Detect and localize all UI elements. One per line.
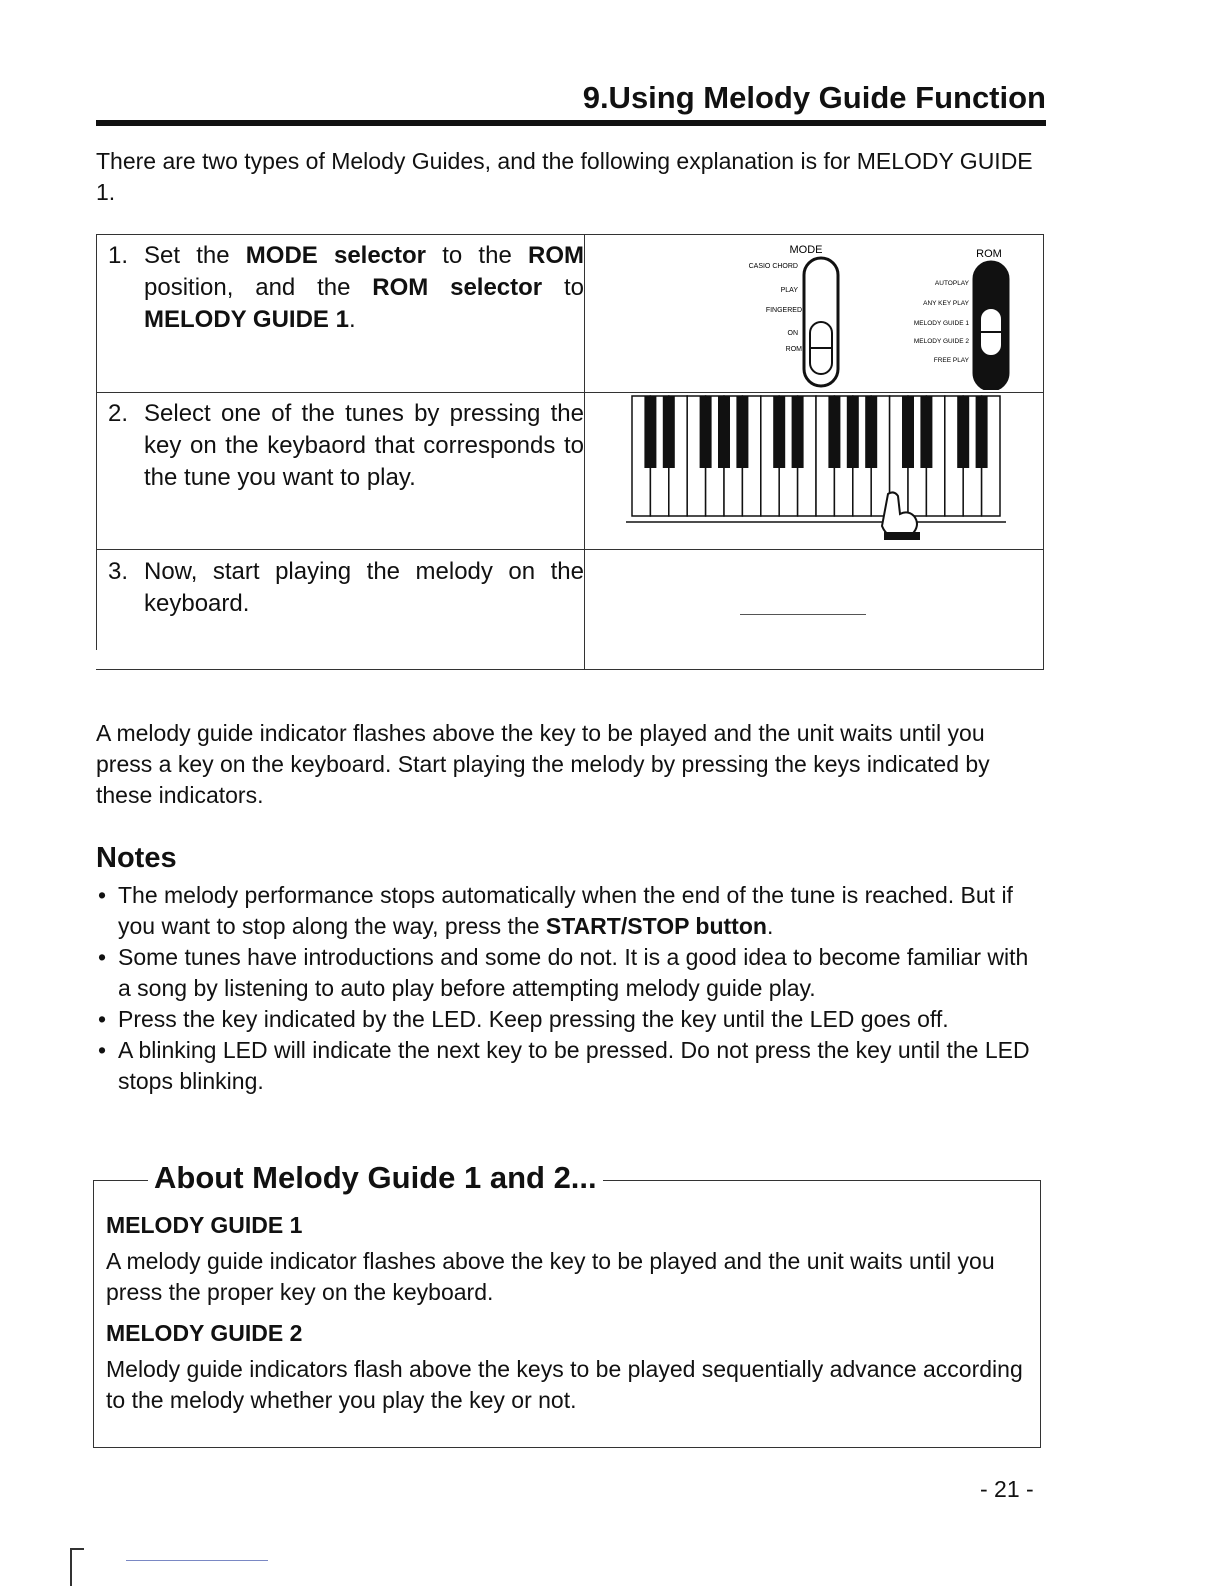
white-keys [632, 396, 1000, 516]
black-key [792, 396, 804, 468]
keyboard-illustration [626, 394, 1038, 548]
step-text: Now, start playing the melody on the keyboard. [144, 558, 584, 617]
step-3 [108, 556, 584, 620]
black-key [700, 396, 712, 468]
note-item: • Some tunes have introductions and some do not. It is a good idea to become familiar with a song by listening to auto play before attempting melody guide play. [96, 942, 1041, 1004]
scan-line [126, 1560, 268, 1561]
intro-paragraph: There are two types of Melody Guides, and the following explanation is for MELODY GUIDE 1. [96, 148, 1033, 205]
table-column-divider [584, 234, 585, 670]
melody-guide-2-title: MELODY GUIDE 2 [106, 1320, 303, 1346]
selector-illustration [656, 238, 1016, 390]
mode-label: MODE [789, 244, 823, 256]
about-box-left-border [93, 1180, 94, 1448]
black-key [902, 396, 914, 468]
black-key [644, 396, 656, 468]
title-rule [96, 120, 1046, 126]
about-box-bottom-border [93, 1447, 1041, 1448]
black-key [976, 396, 988, 468]
rom-label: ROM [976, 248, 1002, 260]
black-key [847, 396, 859, 468]
mode-position-label: FINGERED [765, 307, 802, 314]
melody-guide-2-text: Melody guide indicators flash above the keys to be played sequentially advance according to the melody whether you play the key or not. [106, 1356, 1023, 1413]
black-key [736, 396, 748, 468]
step-2 [108, 398, 584, 494]
steps-table [96, 234, 1044, 670]
rom-position-label: ANY KEY PLAY [923, 300, 969, 307]
rom-position-label: MELODY GUIDE 1 [913, 320, 969, 327]
mode-position-label: ON [787, 330, 798, 337]
row-divider [96, 392, 1044, 393]
notes-list [96, 880, 1041, 1097]
step-number: 3. [108, 558, 129, 585]
black-key [957, 396, 969, 468]
black-key [828, 396, 840, 468]
rom-position-label: AUTOPLAY [934, 280, 969, 287]
body-paragraph: A melody guide indicator flashes above the key to be played and the unit waits until you press a key on the keyboard. Start playing the melody by pressing the keys indicated by these indicators. [96, 720, 990, 808]
illustration-line [740, 614, 866, 615]
melody-guide-1-text: A melody guide indicator flashes above the key to be played and the unit waits until you press the proper key on the keyboard. [106, 1248, 995, 1305]
about-box-right-border [1040, 1180, 1041, 1448]
step-1 [108, 240, 584, 336]
page-title: 9.Using Melody Guide Function [582, 80, 1046, 115]
black-key [773, 396, 785, 468]
table-bottom-border [96, 669, 1044, 670]
about-box-title: About Melody Guide 1 and 2... [148, 1160, 603, 1196]
step-text: Select one of the tunes by pressing the key on the keybaord that corresponds to the tune you want to play. [144, 400, 584, 491]
black-key [920, 396, 932, 468]
table-top-border [96, 234, 1044, 235]
step-text: Set the MODE selector to the ROM position, and the ROM selector to MELODY GUIDE 1. [144, 242, 584, 333]
crop-mark [70, 1548, 84, 1586]
row-divider [96, 549, 1044, 550]
note-item: • A blinking LED will indicate the next key to be pressed. Do not press the key until the LED stops blinking. [96, 1035, 1041, 1097]
mode-position-label: PLAY [780, 287, 798, 294]
page-number: - 21 - [980, 1476, 1034, 1502]
rom-position-label: MELODY GUIDE 2 [913, 338, 969, 345]
table-left-border [96, 234, 97, 650]
mode-position-label: ROM [785, 346, 802, 353]
note-item: • Press the key indicated by the LED. Keep pressing the key until the LED goes off. [96, 1004, 1041, 1035]
table-right-border [1043, 234, 1044, 670]
black-key [718, 396, 730, 468]
mode-position-label: CASIO CHORD [748, 263, 798, 270]
rom-position-label: FREE PLAY [933, 357, 969, 364]
step-number: 2. [108, 400, 129, 427]
black-key [663, 396, 675, 468]
black-key [865, 396, 877, 468]
melody-guide-1-title: MELODY GUIDE 1 [106, 1212, 303, 1238]
note-item: • The melody performance stops automatically when the end of the tune is reached. But if you want to stop along the way, press the START/STOP button. [96, 880, 1041, 942]
step-number: 1. [108, 242, 129, 269]
notes-heading: Notes [96, 842, 177, 874]
